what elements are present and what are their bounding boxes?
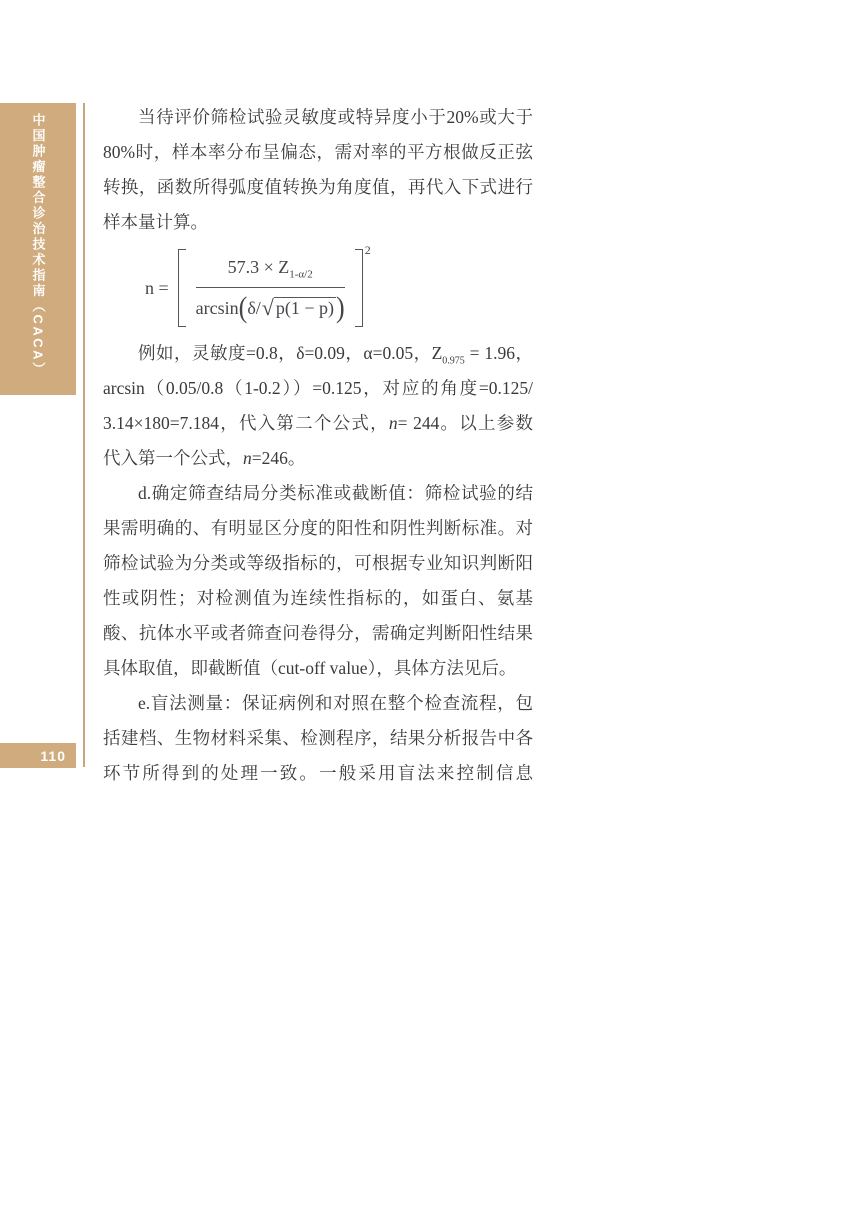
arcsin-text: arcsin	[195, 297, 239, 318]
text-line: 具体取值，即截断值（cut-off value），具体方法见后。	[103, 658, 517, 678]
open-paren: (	[238, 291, 248, 325]
text-line: 80%时，样本率分布呈偏态，需对率的平方根做反正弦	[103, 142, 533, 162]
text-line: 当待评价筛检试验灵敏度或特异度小于20%或大于	[138, 107, 533, 127]
numerator-text: 57.3 × Z	[227, 256, 290, 277]
text-segment: 代入第一个公式，	[103, 448, 243, 468]
text-line	[103, 406, 533, 441]
paragraph-sample-rate	[103, 100, 533, 240]
text-segment: =246。	[251, 448, 306, 468]
text-segment: = 1.96，	[464, 343, 533, 363]
text-line: arcsin（0.05/0.8（1-0.2））=0.125，对应的角度=0.125/	[103, 378, 533, 398]
text-line: 筛检试验为分类或等级指标的，可根据专业知识判断阳	[103, 553, 533, 573]
text-line	[103, 441, 533, 476]
formula-exponent: 2	[364, 242, 371, 257]
italic-n: n	[243, 448, 252, 468]
formula-bracketed-group	[178, 242, 371, 328]
delta-over-text: δ/	[247, 297, 261, 318]
formula-denominator	[195, 288, 345, 325]
page-number: 110	[40, 747, 66, 764]
paragraph-example-calculation	[103, 336, 533, 476]
text-segment: 3.14×180=7.184，代入第二个公式，	[103, 413, 389, 433]
left-square-bracket	[178, 249, 186, 328]
radical-sign: √	[261, 295, 274, 321]
formula-fraction	[186, 249, 355, 328]
text-line: 果需明确的、有明显区分度的阳性和阴性判断标准。对	[103, 518, 533, 538]
text-line: e.盲法测量：保证病例和对照在整个检查流程，包	[138, 693, 533, 713]
text-line: 酸、抗体水平或者筛查问卷得分，需确定判断阳性结果	[103, 623, 533, 643]
main-text-column	[103, 100, 533, 791]
paragraph-blind-measurement	[103, 686, 533, 791]
sidebar-title-block	[0, 103, 76, 395]
formula-numerator	[214, 255, 327, 288]
italic-n: n	[388, 413, 398, 433]
text-line: d.确定筛查结局分类标准或截断值：筛检试验的结	[138, 483, 533, 503]
sidebar-title: 中国肿瘤整合诊治技术指南（CACA）	[30, 113, 46, 378]
text-line: 转换，函数所得弧度值转换为角度值，再代入下式进行	[103, 177, 533, 197]
close-paren: )	[336, 291, 345, 325]
text-line: 括建档、生物材料采集、检测程序，结果分析报告中各	[103, 728, 533, 748]
sidebar-divider-line	[83, 103, 85, 767]
text-segment: = 244。以上参数	[397, 413, 533, 433]
paragraph-cutoff-value	[103, 476, 533, 686]
radicand-text: p(1 − p)	[275, 298, 335, 319]
z-subscript: 1-α/2	[289, 268, 313, 281]
z-subscript: 0.975	[442, 355, 465, 367]
text-line	[103, 336, 533, 371]
text-line: 样本量计算。	[103, 212, 208, 232]
right-square-bracket	[355, 249, 363, 328]
sample-size-formula	[103, 240, 533, 336]
text-segment: 例如，灵敏度=0.8，δ=0.09，α=0.05，Z	[138, 343, 443, 363]
text-line: 性或阴性；对检测值为连续性指标的，如蛋白、氨基	[103, 588, 533, 608]
page-number-badge	[0, 743, 76, 768]
text-line: 环节所得到的处理一致。一般采用盲法来控制信息	[103, 763, 533, 783]
formula-lhs: n =	[145, 277, 169, 298]
